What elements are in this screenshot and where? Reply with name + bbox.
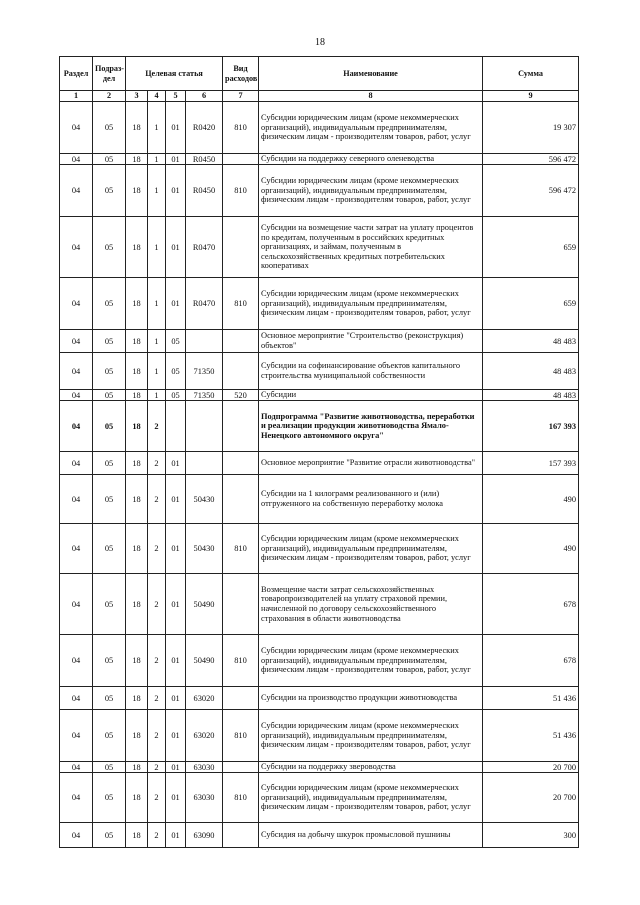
cell-target-3: 05	[166, 390, 186, 401]
cell-target-3: 01	[166, 278, 186, 330]
cell-vid	[223, 154, 259, 165]
cell-target-2: 2	[148, 823, 166, 848]
cell-name: Субсидии юридическим лицам (кроме некоммерческих организаций), индивидуальным предпринимателям, физическим лицам - производителям товаров, работ, услуг	[259, 278, 483, 330]
cell-name: Субсидии юридическим лицам (кроме некоммерческих организаций), индивидуальным предпринимателям, физическим лицам - производителям товаров, работ, услуг	[259, 524, 483, 574]
cell-vid: 810	[223, 773, 259, 823]
cell-razdel: 04	[60, 710, 93, 762]
cell-podrazdel: 05	[93, 390, 126, 401]
cell-podrazdel: 05	[93, 475, 126, 524]
cell-razdel: 04	[60, 635, 93, 687]
table-row	[60, 330, 579, 353]
cell-target-4: 50490	[186, 574, 223, 635]
cell-vid	[223, 823, 259, 848]
table-row	[60, 574, 579, 635]
cell-sum: 48 483	[483, 390, 579, 401]
cell-vid: 810	[223, 710, 259, 762]
cell-target-3	[166, 401, 186, 452]
cell-target-3: 01	[166, 452, 186, 475]
cell-razdel: 04	[60, 165, 93, 217]
cell-target-2: 1	[148, 217, 166, 278]
cell-target-4: R0470	[186, 278, 223, 330]
cell-sum: 300	[483, 823, 579, 848]
table-row	[60, 710, 579, 762]
cell-vid: 810	[223, 165, 259, 217]
table-row	[60, 278, 579, 330]
cell-podrazdel: 05	[93, 102, 126, 154]
cell-target-1: 18	[126, 762, 148, 773]
cell-razdel: 04	[60, 102, 93, 154]
cell-target-1: 18	[126, 475, 148, 524]
table-row	[60, 154, 579, 165]
cell-target-2: 2	[148, 524, 166, 574]
cell-target-4: R0470	[186, 217, 223, 278]
col-number: 1	[60, 91, 93, 102]
col-number: 7	[223, 91, 259, 102]
cell-razdel: 04	[60, 524, 93, 574]
cell-target-1: 18	[126, 353, 148, 390]
cell-target-2: 1	[148, 102, 166, 154]
cell-sum: 51 436	[483, 710, 579, 762]
cell-razdel: 04	[60, 687, 93, 710]
header-podrazdel: Подраз-дел	[93, 57, 126, 91]
cell-razdel: 04	[60, 475, 93, 524]
cell-podrazdel: 05	[93, 278, 126, 330]
cell-vid	[223, 353, 259, 390]
cell-target-2: 2	[148, 687, 166, 710]
cell-target-2: 2	[148, 452, 166, 475]
cell-target-4	[186, 330, 223, 353]
cell-sum: 51 436	[483, 687, 579, 710]
cell-razdel: 04	[60, 401, 93, 452]
header-row	[60, 57, 579, 91]
cell-target-4	[186, 401, 223, 452]
cell-name: Подпрограмма "Развитие животноводства, переработки и реализации продукции животноводства Ямало-Ненецкого автономного округа"	[259, 401, 483, 452]
cell-target-1: 18	[126, 823, 148, 848]
cell-podrazdel: 05	[93, 452, 126, 475]
cell-vid: 810	[223, 102, 259, 154]
cell-name: Субсидии юридическим лицам (кроме некоммерческих организаций), индивидуальным предпринимателям, физическим лицам - производителям товаров, работ, услуг	[259, 773, 483, 823]
header-celevaya: Целевая статья	[126, 57, 223, 91]
cell-target-3: 01	[166, 635, 186, 687]
cell-name: Субсидии на возмещение части затрат на уплату процентов по кредитам, полученным в российских кредитных организациях, и займам, полученным в сельскохозяйственных кредитных потребительских кооперативах	[259, 217, 483, 278]
table-row	[60, 217, 579, 278]
cell-target-2: 1	[148, 278, 166, 330]
col-number: 8	[259, 91, 483, 102]
cell-name: Субсидия на добычу шкурок промысловой пушнины	[259, 823, 483, 848]
cell-podrazdel: 05	[93, 710, 126, 762]
cell-razdel: 04	[60, 823, 93, 848]
cell-razdel: 04	[60, 330, 93, 353]
cell-sum: 490	[483, 475, 579, 524]
cell-name: Субсидии юридическим лицам (кроме некоммерческих организаций), индивидуальным предпринимателям, физическим лицам - производителям товаров, работ, услуг	[259, 165, 483, 217]
cell-name: Субсидии на софинансирование объектов капитального строительства муниципальной собственности	[259, 353, 483, 390]
cell-name: Основное мероприятие "Развитие отрасли животноводства"	[259, 452, 483, 475]
cell-target-4: 63020	[186, 687, 223, 710]
header-razdel: Раздел	[60, 57, 93, 91]
cell-vid	[223, 217, 259, 278]
cell-vid: 810	[223, 524, 259, 574]
cell-vid	[223, 401, 259, 452]
cell-sum: 678	[483, 574, 579, 635]
cell-target-1: 18	[126, 574, 148, 635]
cell-razdel: 04	[60, 154, 93, 165]
cell-target-2: 2	[148, 773, 166, 823]
cell-target-4: R0450	[186, 165, 223, 217]
cell-name: Субсидии на производство продукции животноводства	[259, 687, 483, 710]
cell-podrazdel: 05	[93, 217, 126, 278]
cell-podrazdel: 05	[93, 524, 126, 574]
cell-razdel: 04	[60, 353, 93, 390]
cell-target-3: 01	[166, 154, 186, 165]
col-number: 2	[93, 91, 126, 102]
cell-razdel: 04	[60, 278, 93, 330]
column-number-row	[60, 91, 579, 102]
table-row	[60, 762, 579, 773]
cell-vid	[223, 574, 259, 635]
cell-vid	[223, 452, 259, 475]
cell-target-2: 2	[148, 475, 166, 524]
table-row	[60, 353, 579, 390]
cell-target-4	[186, 452, 223, 475]
cell-target-3: 05	[166, 353, 186, 390]
cell-target-4: 63020	[186, 710, 223, 762]
page-number: 18	[315, 37, 325, 48]
cell-target-4: 50490	[186, 635, 223, 687]
table-row	[60, 401, 579, 452]
cell-razdel: 04	[60, 574, 93, 635]
cell-target-4: 63090	[186, 823, 223, 848]
cell-sum: 596 472	[483, 154, 579, 165]
col-number: 9	[483, 91, 579, 102]
cell-target-4: 50430	[186, 475, 223, 524]
cell-name: Субсидии	[259, 390, 483, 401]
cell-target-4: R0420	[186, 102, 223, 154]
table-row	[60, 524, 579, 574]
cell-target-1: 18	[126, 710, 148, 762]
table-row	[60, 823, 579, 848]
cell-vid	[223, 762, 259, 773]
cell-target-1: 18	[126, 217, 148, 278]
cell-podrazdel: 05	[93, 574, 126, 635]
cell-sum: 596 472	[483, 165, 579, 217]
table-row	[60, 475, 579, 524]
cell-target-2: 2	[148, 635, 166, 687]
cell-name: Субсидии на 1 килограмм реализованного и (или) отгруженного на собственную переработку молока	[259, 475, 483, 524]
cell-vid	[223, 475, 259, 524]
cell-target-1: 18	[126, 452, 148, 475]
cell-target-4: 50430	[186, 524, 223, 574]
cell-target-3: 01	[166, 574, 186, 635]
table-row	[60, 165, 579, 217]
header-vid: Вид расходов	[223, 57, 259, 91]
cell-vid: 520	[223, 390, 259, 401]
cell-target-3: 01	[166, 165, 186, 217]
cell-target-3: 01	[166, 687, 186, 710]
table-row	[60, 102, 579, 154]
cell-target-3: 01	[166, 524, 186, 574]
cell-podrazdel: 05	[93, 401, 126, 452]
cell-target-1: 18	[126, 278, 148, 330]
cell-target-3: 01	[166, 823, 186, 848]
cell-sum: 659	[483, 217, 579, 278]
cell-target-2: 1	[148, 165, 166, 217]
cell-target-3: 01	[166, 773, 186, 823]
cell-target-3: 01	[166, 710, 186, 762]
cell-podrazdel: 05	[93, 165, 126, 217]
cell-name: Субсидии на поддержку звероводства	[259, 762, 483, 773]
col-number: 6	[186, 91, 223, 102]
cell-razdel: 04	[60, 762, 93, 773]
cell-podrazdel: 05	[93, 762, 126, 773]
cell-podrazdel: 05	[93, 353, 126, 390]
cell-name: Субсидии на поддержку северного оленеводства	[259, 154, 483, 165]
cell-razdel: 04	[60, 390, 93, 401]
col-number: 4	[148, 91, 166, 102]
cell-sum: 167 393	[483, 401, 579, 452]
cell-sum: 659	[483, 278, 579, 330]
budget-table	[59, 56, 579, 848]
cell-name: Основное мероприятие "Строительство (реконструкция) объектов"	[259, 330, 483, 353]
cell-target-2: 2	[148, 762, 166, 773]
col-number: 3	[126, 91, 148, 102]
cell-podrazdel: 05	[93, 687, 126, 710]
table-row	[60, 687, 579, 710]
cell-vid	[223, 687, 259, 710]
table-row	[60, 390, 579, 401]
header-name: Наименование	[259, 57, 483, 91]
cell-razdel: 04	[60, 773, 93, 823]
cell-target-2: 1	[148, 390, 166, 401]
cell-target-2: 2	[148, 401, 166, 452]
cell-target-2: 1	[148, 330, 166, 353]
cell-target-4: 63030	[186, 773, 223, 823]
header-summa: Сумма	[483, 57, 579, 91]
cell-target-1: 18	[126, 154, 148, 165]
cell-sum: 20 700	[483, 762, 579, 773]
cell-razdel: 04	[60, 217, 93, 278]
cell-name: Субсидии юридическим лицам (кроме некоммерческих организаций), индивидуальным предпринимателям, физическим лицам - производителям товаров, работ, услуг	[259, 102, 483, 154]
cell-sum: 20 700	[483, 773, 579, 823]
cell-sum: 678	[483, 635, 579, 687]
table-row	[60, 773, 579, 823]
cell-target-1: 18	[126, 687, 148, 710]
cell-podrazdel: 05	[93, 154, 126, 165]
cell-target-2: 1	[148, 353, 166, 390]
table-row	[60, 635, 579, 687]
cell-podrazdel: 05	[93, 823, 126, 848]
cell-target-3: 01	[166, 102, 186, 154]
table-row	[60, 452, 579, 475]
cell-target-2: 2	[148, 574, 166, 635]
cell-name: Субсидии юридическим лицам (кроме некоммерческих организаций), индивидуальным предпринимателям, физическим лицам - производителям товаров, работ, услуг	[259, 710, 483, 762]
cell-sum: 157 393	[483, 452, 579, 475]
cell-razdel: 04	[60, 452, 93, 475]
cell-target-1: 18	[126, 330, 148, 353]
cell-target-1: 18	[126, 524, 148, 574]
cell-podrazdel: 05	[93, 773, 126, 823]
cell-sum: 19 307	[483, 102, 579, 154]
cell-sum: 48 483	[483, 353, 579, 390]
cell-target-3: 01	[166, 762, 186, 773]
cell-sum: 490	[483, 524, 579, 574]
cell-target-1: 18	[126, 773, 148, 823]
cell-target-4: 71350	[186, 353, 223, 390]
cell-target-1: 18	[126, 401, 148, 452]
cell-vid	[223, 330, 259, 353]
cell-sum: 48 483	[483, 330, 579, 353]
cell-target-2: 1	[148, 154, 166, 165]
cell-target-1: 18	[126, 390, 148, 401]
cell-target-4: 71350	[186, 390, 223, 401]
cell-name: Возмещение части затрат сельскохозяйственных товаропроизводителей на уплату страховой премии, начисленной по договору сельскохозяйственного страхования в области животноводства	[259, 574, 483, 635]
cell-target-3: 05	[166, 330, 186, 353]
cell-target-1: 18	[126, 102, 148, 154]
cell-podrazdel: 05	[93, 330, 126, 353]
cell-target-1: 18	[126, 165, 148, 217]
col-number: 5	[166, 91, 186, 102]
cell-name: Субсидии юридическим лицам (кроме некоммерческих организаций), индивидуальным предпринимателям, физическим лицам - производителям товаров, работ, услуг	[259, 635, 483, 687]
cell-target-3: 01	[166, 217, 186, 278]
cell-target-1: 18	[126, 635, 148, 687]
cell-vid: 810	[223, 635, 259, 687]
cell-podrazdel: 05	[93, 635, 126, 687]
cell-target-4: R0450	[186, 154, 223, 165]
cell-target-4: 63030	[186, 762, 223, 773]
cell-target-2: 2	[148, 710, 166, 762]
cell-target-3: 01	[166, 475, 186, 524]
cell-vid: 810	[223, 278, 259, 330]
